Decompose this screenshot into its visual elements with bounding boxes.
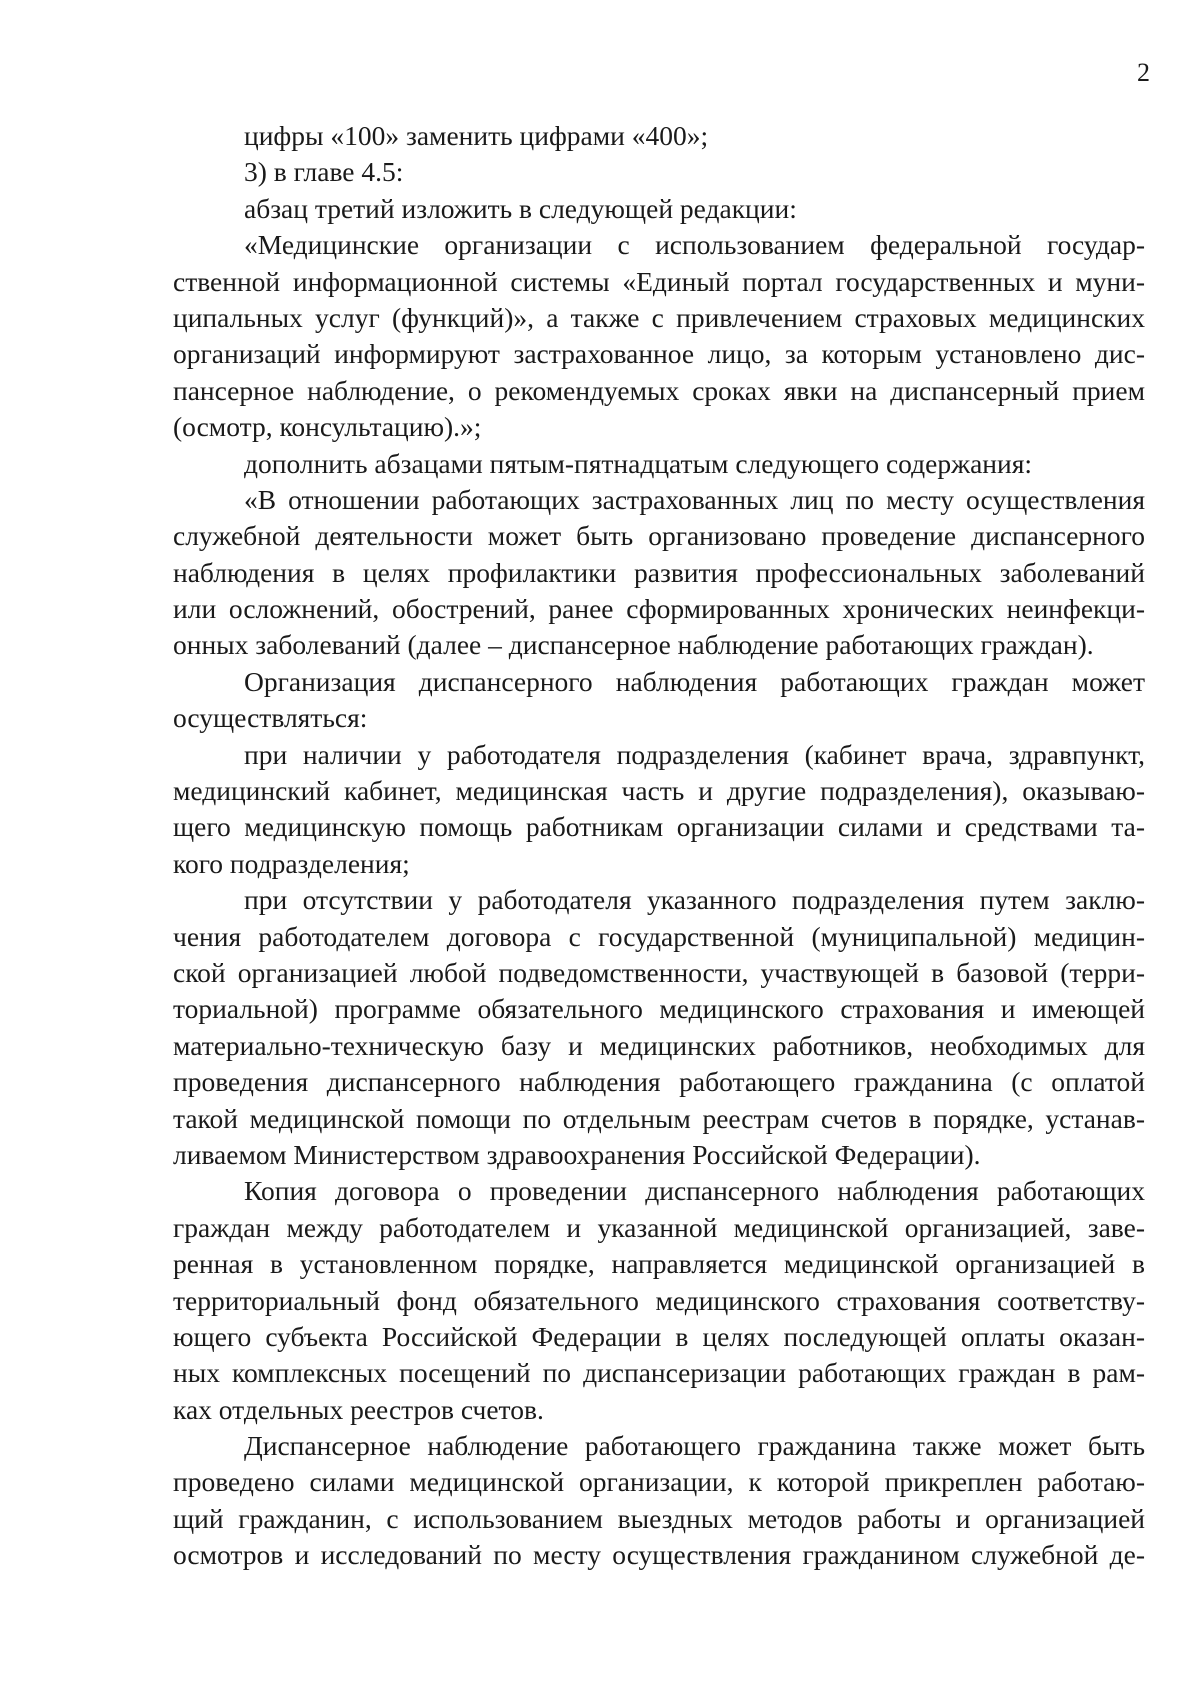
text-line: цифры «100» заменить цифрами «400»; (244, 120, 709, 151)
text-line: ющего субъекта Российской Федерации в целях последующей оплаты оказан- (173, 1320, 1145, 1352)
text-line: граждан между работодателем и указанной медицинской организацией, заве- (173, 1211, 1145, 1243)
text-line: абзац третий изложить в следующей редакции: (244, 192, 797, 224)
text-line: наблюдения в целях профилактики развития профессиональных заболеваний (173, 556, 1145, 588)
text-line: ственной информационной системы «Единый портал государственных и муни- (173, 265, 1145, 297)
page-number: 2 (1137, 58, 1150, 87)
text-line: чения работодателем договора с государственной (муниципальной) медицин- (173, 920, 1145, 952)
text-line: материально-техническую базу и медицинских работников, необходимых для (173, 1029, 1145, 1061)
text-line: организаций информируют застрахованное лицо, за которым установлено дис- (173, 338, 1145, 370)
text-line: ливаемом Министерством здравоохранения Российской Федерации). (173, 1138, 981, 1170)
text-line: Диспансерное наблюдение работающего гражданина также может быть (244, 1430, 1145, 1462)
text-line: территориальный фонд обязательного медицинского страхования соответству- (173, 1284, 1145, 1316)
text-line: или осложнений, обострений, ранее сформированных хронических неинфекци- (173, 593, 1145, 625)
text-line: такой медицинской помощи по отдельным реестрам счетов в порядке, устанав- (173, 1102, 1145, 1134)
text-line: осмотров и исследований по месту осуществления гражданином служебной де- (173, 1539, 1145, 1571)
text-line: ренная в установленном порядке, направляется медицинской организацией в (173, 1248, 1145, 1280)
text-line: Копия договора о проведении диспансерного наблюдения работающих (244, 1175, 1145, 1207)
text-line: щий гражданин, с использованием выездных методов работы и организацией (173, 1502, 1145, 1534)
text-line: ской организацией любой подведомственности, участвующей в базовой (терри- (173, 956, 1145, 988)
text-line: онных заболеваний (далее – диспансерное наблюдение работающих граждан). (173, 629, 1094, 661)
text-line: кого подразделения; (173, 847, 410, 879)
text-line: щего медицинскую помощь работникам организации силами и средствами та- (173, 811, 1145, 843)
text-line: служебной деятельности может быть организовано проведение диспансерного (173, 520, 1145, 552)
text-line: ториальной) программе обязательного медицинского страхования и имеющей (173, 993, 1145, 1025)
text-line: ках отдельных реестров счетов. (173, 1393, 544, 1425)
text-line: осуществляться: (173, 702, 368, 734)
text-line: Организация диспансерного наблюдения работающих граждан может (244, 665, 1145, 697)
text-line: (осмотр, консультацию).»; (173, 411, 482, 443)
text-line: при отсутствии у работодателя указанного подразделения путем заклю- (244, 884, 1145, 916)
text-line: при наличии у работодателя подразделения (кабинет врача, здравпункт, (244, 738, 1145, 770)
text-line: 3) в главе 4.5: (244, 156, 404, 188)
text-line: проведено силами медицинской организации, к которой прикреплен работаю- (173, 1466, 1145, 1498)
text-line: пансерное наблюдение, о рекомендуемых сроках явки на диспансерный прием (173, 374, 1145, 406)
text-line: медицинский кабинет, медицинская часть и другие подразделения), оказываю- (173, 775, 1145, 807)
document-body (173, 118, 1145, 1574)
text-line: ных комплексных посещений по диспансеризации работающих граждан в рам- (173, 1357, 1145, 1389)
text-line: «В отношении работающих застрахованных лиц по месту осуществления (244, 483, 1145, 515)
text-line: дополнить абзацами пятым-пятнадцатым следующего содержания: (244, 447, 1033, 479)
text-line: ципальных услуг (функций)», а также с привлечением страховых медицинских (173, 301, 1145, 333)
text-line: «Медицинские организации с использованием федеральной государ- (244, 229, 1145, 261)
text-line: проведения диспансерного наблюдения работающего гражданина (с оплатой (173, 1066, 1145, 1098)
